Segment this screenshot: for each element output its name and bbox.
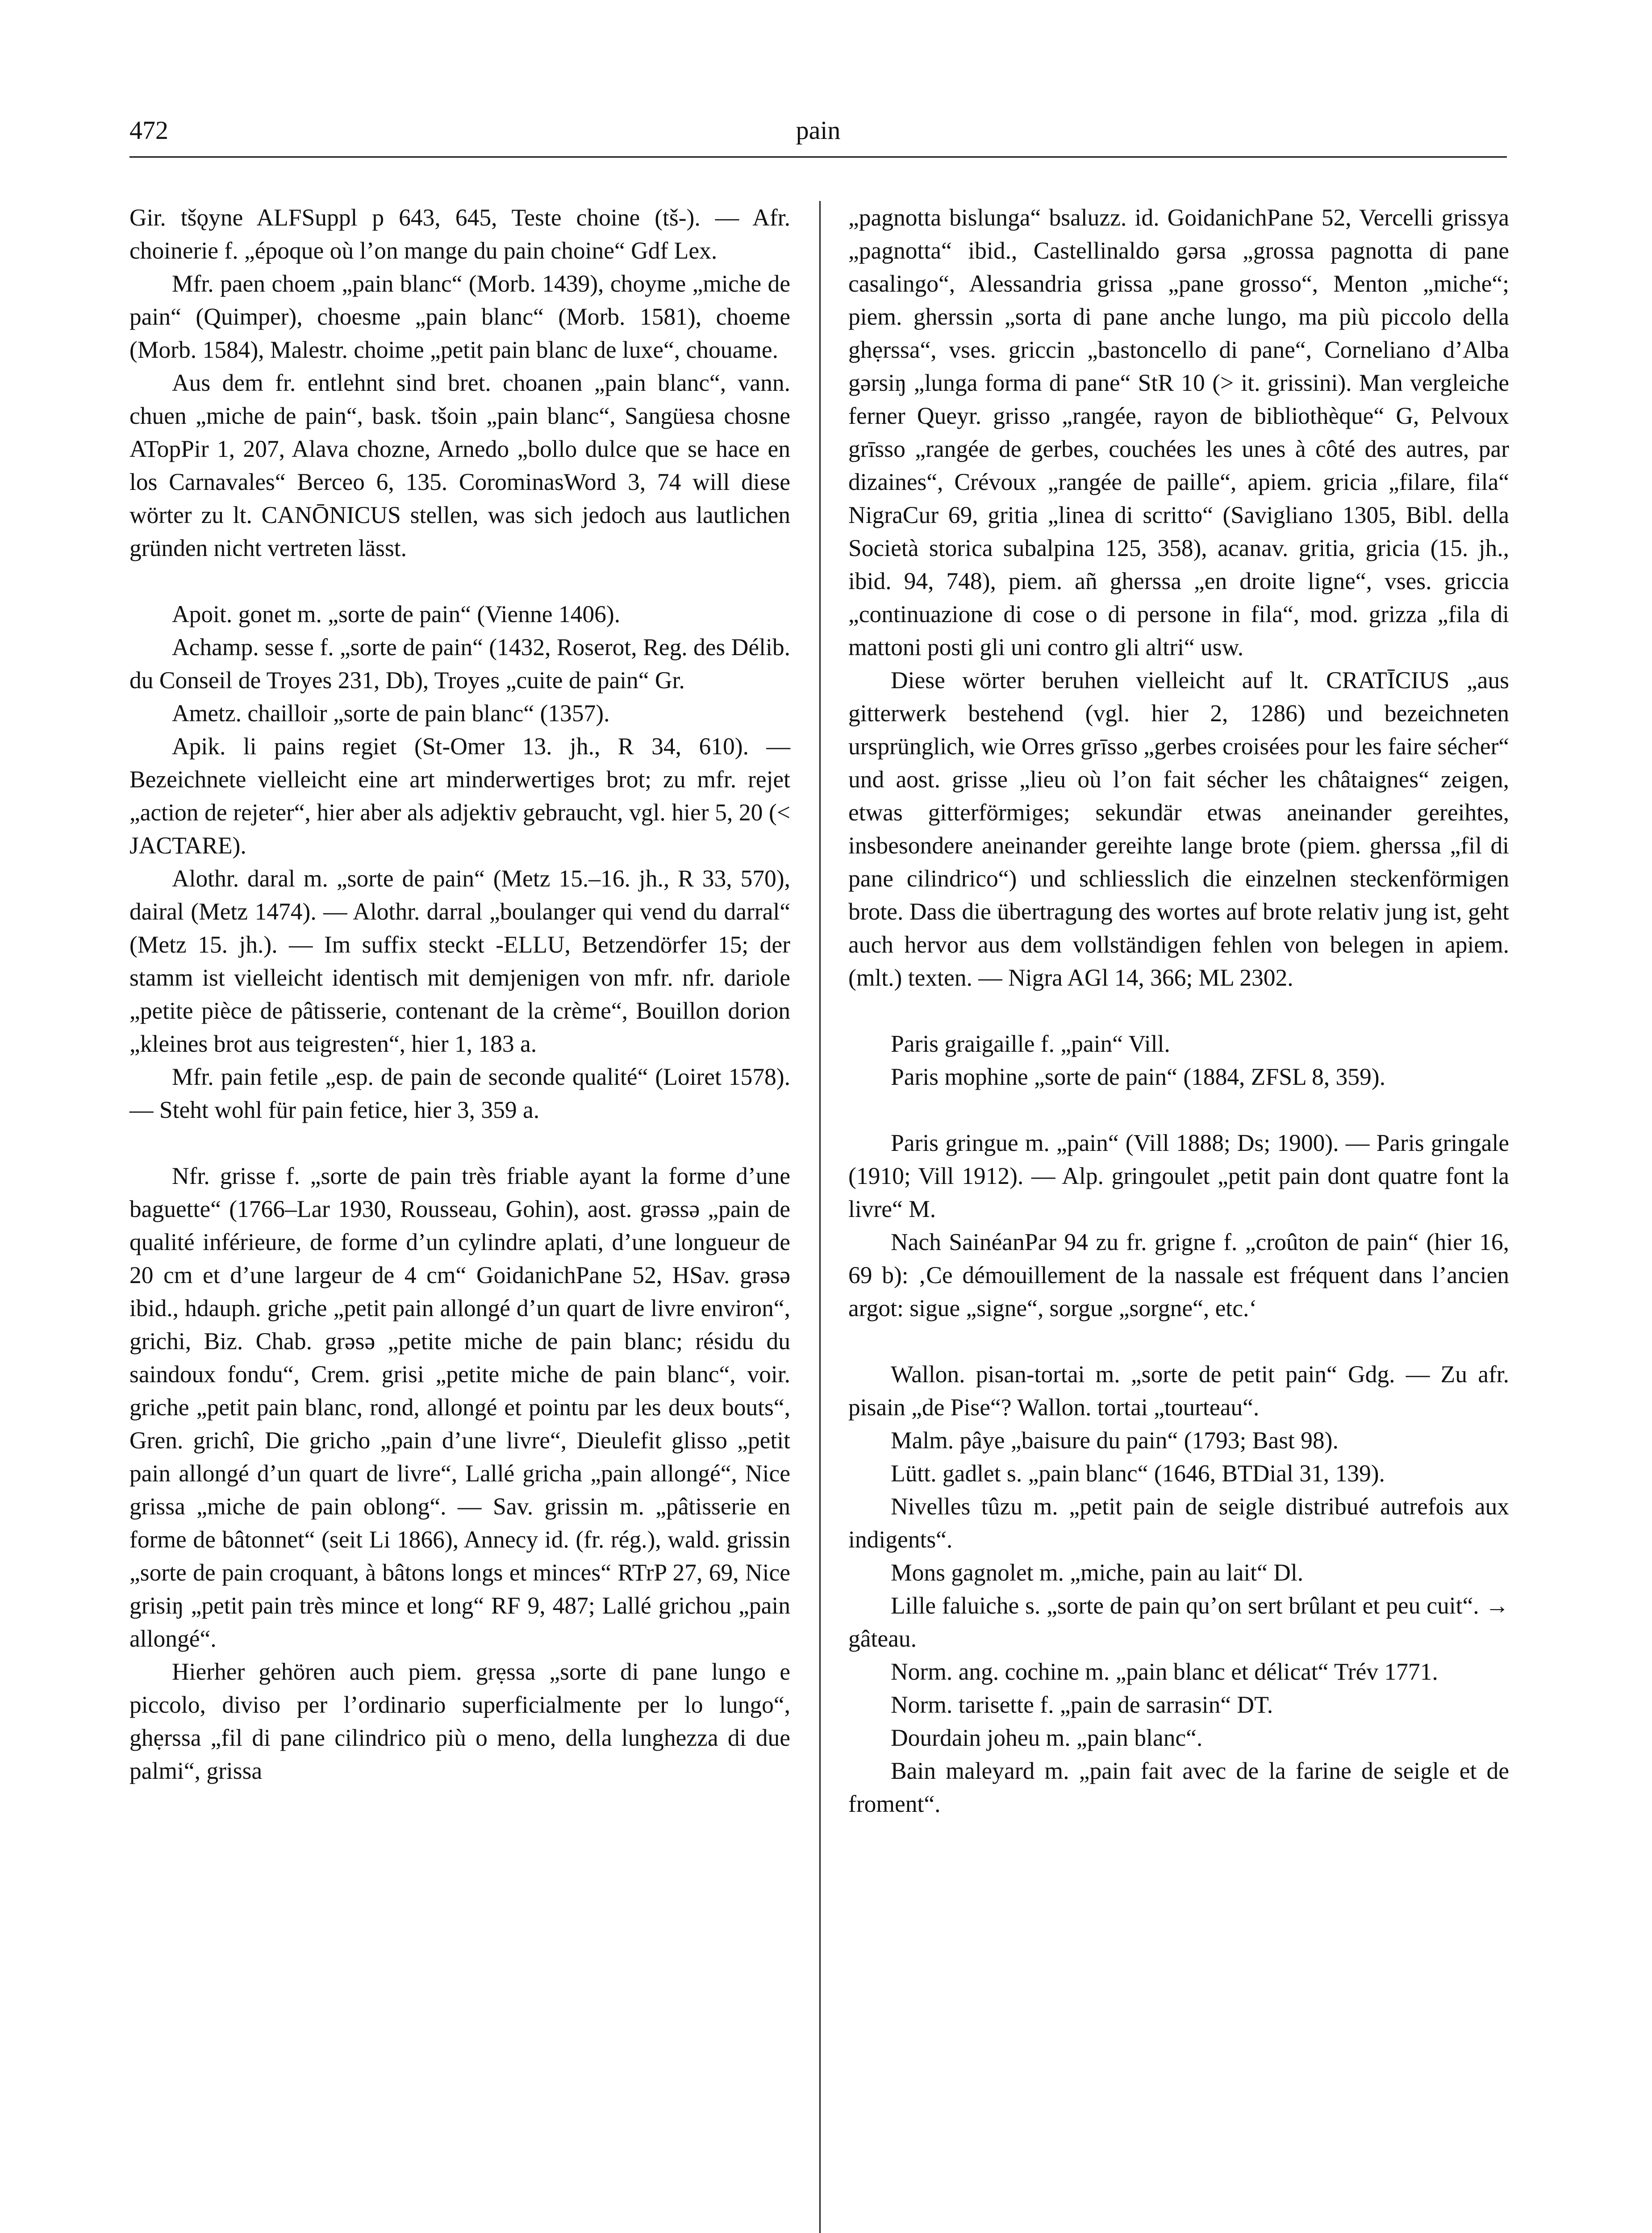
entry-paragraph: Norm. tarisette f. „pain de sarrasin“ DT.	[891, 1691, 1273, 1718]
entry-gap	[848, 1325, 1509, 1358]
left-column	[129, 201, 790, 1787]
entry-paragraph: Hierher gehören auch piem. grẹssa „sorte di pane lungo e piccolo, diviso per l’ordinario superficialmente per lo lungo“, ghẹrssa „fil di pane cilindrico più o meno, della lunghezza di due palmi“, grissa	[129, 1658, 790, 1784]
entry-paragraph: Lütt. gadlet s. „pain blanc“ (1646, BTDial 31, 139).	[891, 1460, 1385, 1487]
entry-paragraph: Wallon. pisan-tortai m. „sorte de petit pain“ Gdg. — Zu afr. pisain „de Pise“? Wallon. tortai „tourteau“.	[848, 1361, 1509, 1421]
entry-paragraph: Nivelles tûzu m. „petit pain de seigle distribué autrefois aux indigents“.	[848, 1493, 1509, 1553]
entry-paragraph: Apoit. gonet m. „sorte de pain“ (Vienne 1406).	[172, 601, 621, 627]
entry-paragraph: Alothr. daral m. „sorte de pain“ (Metz 15.–16. jh., R 33, 570), dairal (Metz 1474). — Alothr. darral „boulanger qui vend du darral“ (Metz 15. jh.). — Im suffix steckt -ELLU, Betzendörfer 15; der stamm ist vielleicht identisch mit demjenigen von mfr. nfr. dariole „petite pièce de pâtisserie, contenant de la crème“, Bouillon dorion „kleines brot aus teigresten“, hier 1, 183 a.	[129, 865, 790, 1057]
right-column	[848, 201, 1509, 1820]
entry-paragraph: Diese wörter beruhen vielleicht auf lt. CRATĪCIUS „aus gitterwerk bestehend (vgl. hier 2, 1286) und bezeichneten ursprünglich, wie Orres grīsso „gerbes croisées pour les faire sécher“ und aost. grisse „lieu où l’on fait sécher les châtaignes“ zeigen, etwas gitterförmiges; sekundär etwas aneinander gereihtes, insbesondere aneinander gereihte lange brote (piem. gherssa „fil di pane cilindrico“) und schliesslich die einzelnen steckenförmigen brote. Dass die übertragung des wortes auf brote relativ jung ist, geht auch hervor aus dem vollständigen fehlen von belegen in apiem. (mlt.) texten. — Nigra AGl 14, 366; ML 2302.	[848, 667, 1509, 991]
entry-paragraph: Aus dem fr. entlehnt sind bret. choanen „pain blanc“, vann. chuen „miche de pain“, bask. tšoin „pain blanc“, Sangüesa chosne ATopPir 1, 207, Alava chozne, Arnedo „bollo dulce que se hace en los Carnavales“ Berceo 6, 135. CorominasWord 3, 74 will diese wörter zu lt. CANŌNICUS stellen, was sich jedoch aus lautlichen gründen nicht vertreten lässt.	[129, 369, 790, 561]
entry-paragraph: Dourdain joheu m. „pain blanc“.	[891, 1724, 1203, 1751]
entry-paragraph: Apik. li pains regiet (St-Omer 13. jh., R 34, 610). — Bezeichnete vielleicht eine art minderwertiges brot; zu mfr. rejet „action de rejeter“, hier aber als adjektiv gebraucht, vgl. hier 5, 20 (< JACTARE).	[129, 733, 790, 859]
entry-paragraph: Mfr. pain fetile „esp. de pain de seconde qualité“ (Loiret 1578). — Steht wohl für pain fetice, hier 3, 359 a.	[129, 1063, 790, 1123]
entry-paragraph: Norm. ang. cochine m. „pain blanc et délicat“ Trév 1771.	[891, 1658, 1438, 1685]
entry-paragraph: Lille faluiche s. „sorte de pain qu’on sert brûlant et peu cuit“. → gâteau.	[848, 1592, 1509, 1652]
column-divider	[819, 201, 821, 2233]
entry-paragraph: Paris gringue m. „pain“ (Vill 1888; Ds; 1900). — Paris gringale (1910; Vill 1912). — Alp. gringoulet „petit pain dont quatre font la livre“ M.	[848, 1129, 1509, 1222]
entry-paragraph: Malm. pâye „baisure du pain“ (1793; Bast 98).	[891, 1427, 1339, 1454]
entry-paragraph: Achamp. sesse f. „sorte de pain“ (1432, Roserot, Reg. des Délib. du Conseil de Troyes 231, Db), Troyes „cuite de pain“ Gr.	[129, 634, 790, 694]
running-head: pain	[796, 116, 841, 145]
entry-gap	[129, 1126, 790, 1159]
entry-paragraph: Paris mophine „sorte de pain“ (1884, ZFSL 8, 359).	[891, 1063, 1385, 1090]
page-number: 472	[129, 116, 168, 145]
page-header	[129, 112, 1507, 158]
entry-paragraph: Bain maleyard m. „pain fait avec de la farine de seigle et de froment“.	[848, 1757, 1509, 1817]
entry-paragraph: Nach SainéanPar 94 zu fr. grigne f. „croûton de pain“ (hier 16, 69 b): ‚Ce démouillement de la nassale est fréquent dans l’ancien argot: sigue „signe“, sorgue „sorgne“, etc.‘	[848, 1229, 1509, 1321]
entry-gap	[129, 565, 790, 598]
entry-gap	[848, 1093, 1509, 1126]
entry-gap	[848, 994, 1509, 1027]
entry-paragraph: Paris graigaille f. „pain“ Vill.	[891, 1030, 1170, 1057]
entry-paragraph: Nfr. grisse f. „sorte de pain très friable ayant la forme d’une baguette“ (1766–Lar 1930, Rousseau, Gohin), aost. grəssə „pain de qualité inférieure, de forme d’un cylindre aplati, d’une longueur de 20 cm et d’une largeur de 4 cm“ GoidanichPane 52, HSav. grəsə ibid., hdauph. griche „petit pain allongé d’un quart de livre environ“, grichi, Biz. Chab. grəsə „petite miche de pain blanc; résidu du saindoux fondu“, Crem. grisi „petite miche de pain blanc“, voir. griche „petit pain blanc, rond, allongé et pointu par les deux bouts“, Gren. grichî, Die gricho „pain d’une livre“, Dieulefit glisso „petit pain allongé d’un quart de livre“, Lallé gricha „pain allongé“, Nice grissa „miche de pain oblong“. — Sav. grissin m. „pâtisserie en forme de bâtonnet“ (seit Li 1866), Annecy id. (fr. rég.), wald. grissin „sorte de pain croquant, à bâtons longs et minces“ RTrP 27, 69, Nice grisiŋ „petit pain très mince et long“ RF 9, 487; Lallé grichou „pain allongé“.	[129, 1162, 790, 1652]
entry-paragraph: Gir. tšǫyne ALFSuppl p 643, 645, Teste choine (tš-). — Afr. choinerie f. „époque où l’on mange du pain choine“ Gdf Lex.	[129, 204, 790, 264]
entry-paragraph: „pagnotta bislunga“ bsaluzz. id. GoidanichPane 52, Vercelli grissya „pagnotta“ ibid., Castellinaldo gərsa „grossa pagnotta di pane casalingo“, Alessandria grissa „pane grosso“, Menton „miche“; piem. gherssin „sorta di pane anche lungo, ma più piccolo della ghẹrssa“, vses. griccin „bastoncello di pane“, Corneliano d’Alba gərsiŋ „lunga forma di pane“ StR 10 (> it. grissini). Man vergleiche ferner Queyr. grisso „rangée, rayon de bibliothèque“ G, Pelvoux grīsso „rangée de gerbes, couchées les unes à côté des autres, par dizaines“, Crévoux „rangée de paille“, apiem. gricia „filare, fila“ NigraCur 69, gritia „linea di scritto“ (Savigliano 1305, Bibl. della Società storica subalpina 125, 358), acanav. gritia, gricia (15. jh., ibid. 94, 748), piem. añ gherssa „en droite ligne“, vses. griccia „continuazione di cose o di persone in fila“, mod. grizza „fila di mattoni posti gli uni contro gli altri“ usw.	[848, 204, 1509, 661]
entry-paragraph: Mfr. paen choem „pain blanc“ (Morb. 1439), choyme „miche de pain“ (Quimper), choesme „pain blanc“ (Morb. 1581), choeme (Morb. 1584), Malestr. choime „petit pain blanc de luxe“, chouame.	[129, 270, 790, 363]
entry-paragraph: Mons gagnolet m. „miche, pain au lait“ Dl.	[891, 1559, 1304, 1586]
entry-paragraph: Ametz. chailloir „sorte de pain blanc“ (1357).	[172, 700, 610, 727]
